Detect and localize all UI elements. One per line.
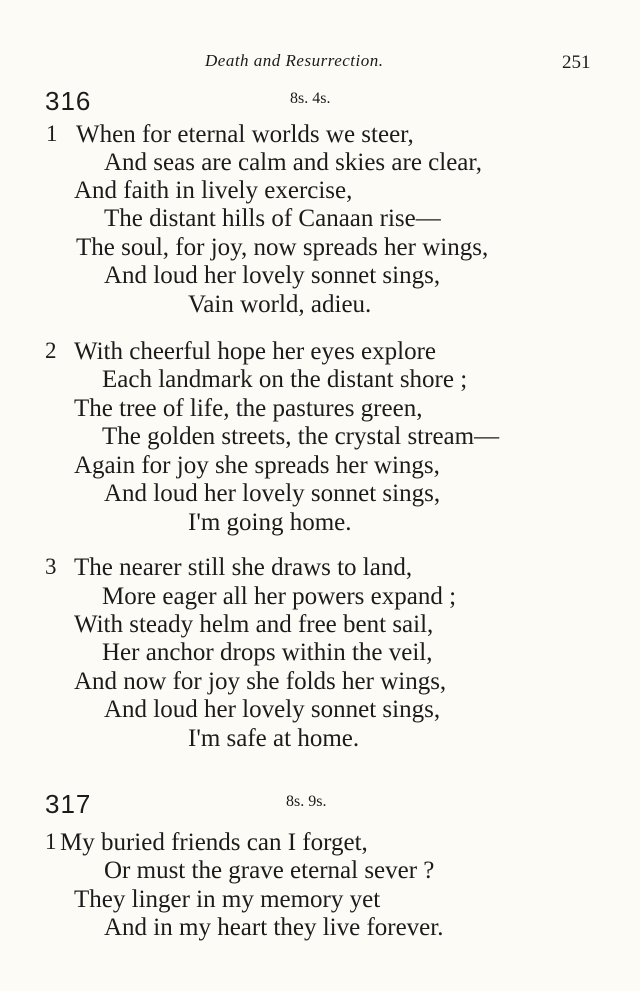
verse-line: When for eternal worlds we steer, xyxy=(76,121,414,148)
verse-line: My buried friends can I forget, xyxy=(60,829,368,856)
verse-line: The nearer still she draws to land, xyxy=(74,554,413,581)
verse-line: The golden streets, the crystal stream— xyxy=(102,423,500,450)
verse-line: And loud her lovely sonnet sings, xyxy=(104,480,441,507)
hymn-number: 317 xyxy=(45,789,92,819)
verse-line: Or must the grave eternal sever ? xyxy=(104,857,435,884)
verse-line: And faith in lively exercise, xyxy=(74,177,353,204)
verse-number: 1 xyxy=(46,121,58,146)
verse-number: 1 xyxy=(45,829,57,854)
verse-line: And now for joy she folds her wings, xyxy=(74,668,447,695)
verse-line: They linger in my memory yet xyxy=(74,886,381,913)
verse-line: I'm going home. xyxy=(188,509,352,536)
verse-line: And seas are calm and skies are clear, xyxy=(104,149,482,176)
hymn-number: 316 xyxy=(45,86,92,116)
verse-line: And in my heart they live forever. xyxy=(104,914,444,941)
verse-line: The distant hills of Canaan rise— xyxy=(104,205,441,232)
verse-line: The soul, for joy, now spreads her wings, xyxy=(76,234,489,261)
verse-line: I'm safe at home. xyxy=(188,725,360,752)
page-number: 251 xyxy=(562,52,591,73)
verse-line: Each landmark on the distant shore ; xyxy=(102,366,468,393)
hymn-meter: 8s. 4s. xyxy=(290,90,331,107)
verse-number: 2 xyxy=(45,338,57,363)
verse-line: With steady helm and free bent sail, xyxy=(74,611,434,638)
verse-number: 3 xyxy=(45,554,57,579)
verse-line: The tree of life, the pastures green, xyxy=(74,395,423,422)
verse-line: Again for joy she spreads her wings, xyxy=(74,452,440,479)
verse-line: And loud her lovely sonnet sings, xyxy=(104,696,441,723)
verse-line: With cheerful hope her eyes explore xyxy=(74,338,437,365)
running-header: Death and Resurrection. xyxy=(205,51,384,70)
verse-line: Her anchor drops within the veil, xyxy=(102,639,433,666)
hymn-meter: 8s. 9s. xyxy=(286,793,327,810)
verse-line: And loud her lovely sonnet sings, xyxy=(104,262,441,289)
verse-line: More eager all her powers expand ; xyxy=(102,583,457,610)
verse-line: Vain world, adieu. xyxy=(188,291,372,318)
